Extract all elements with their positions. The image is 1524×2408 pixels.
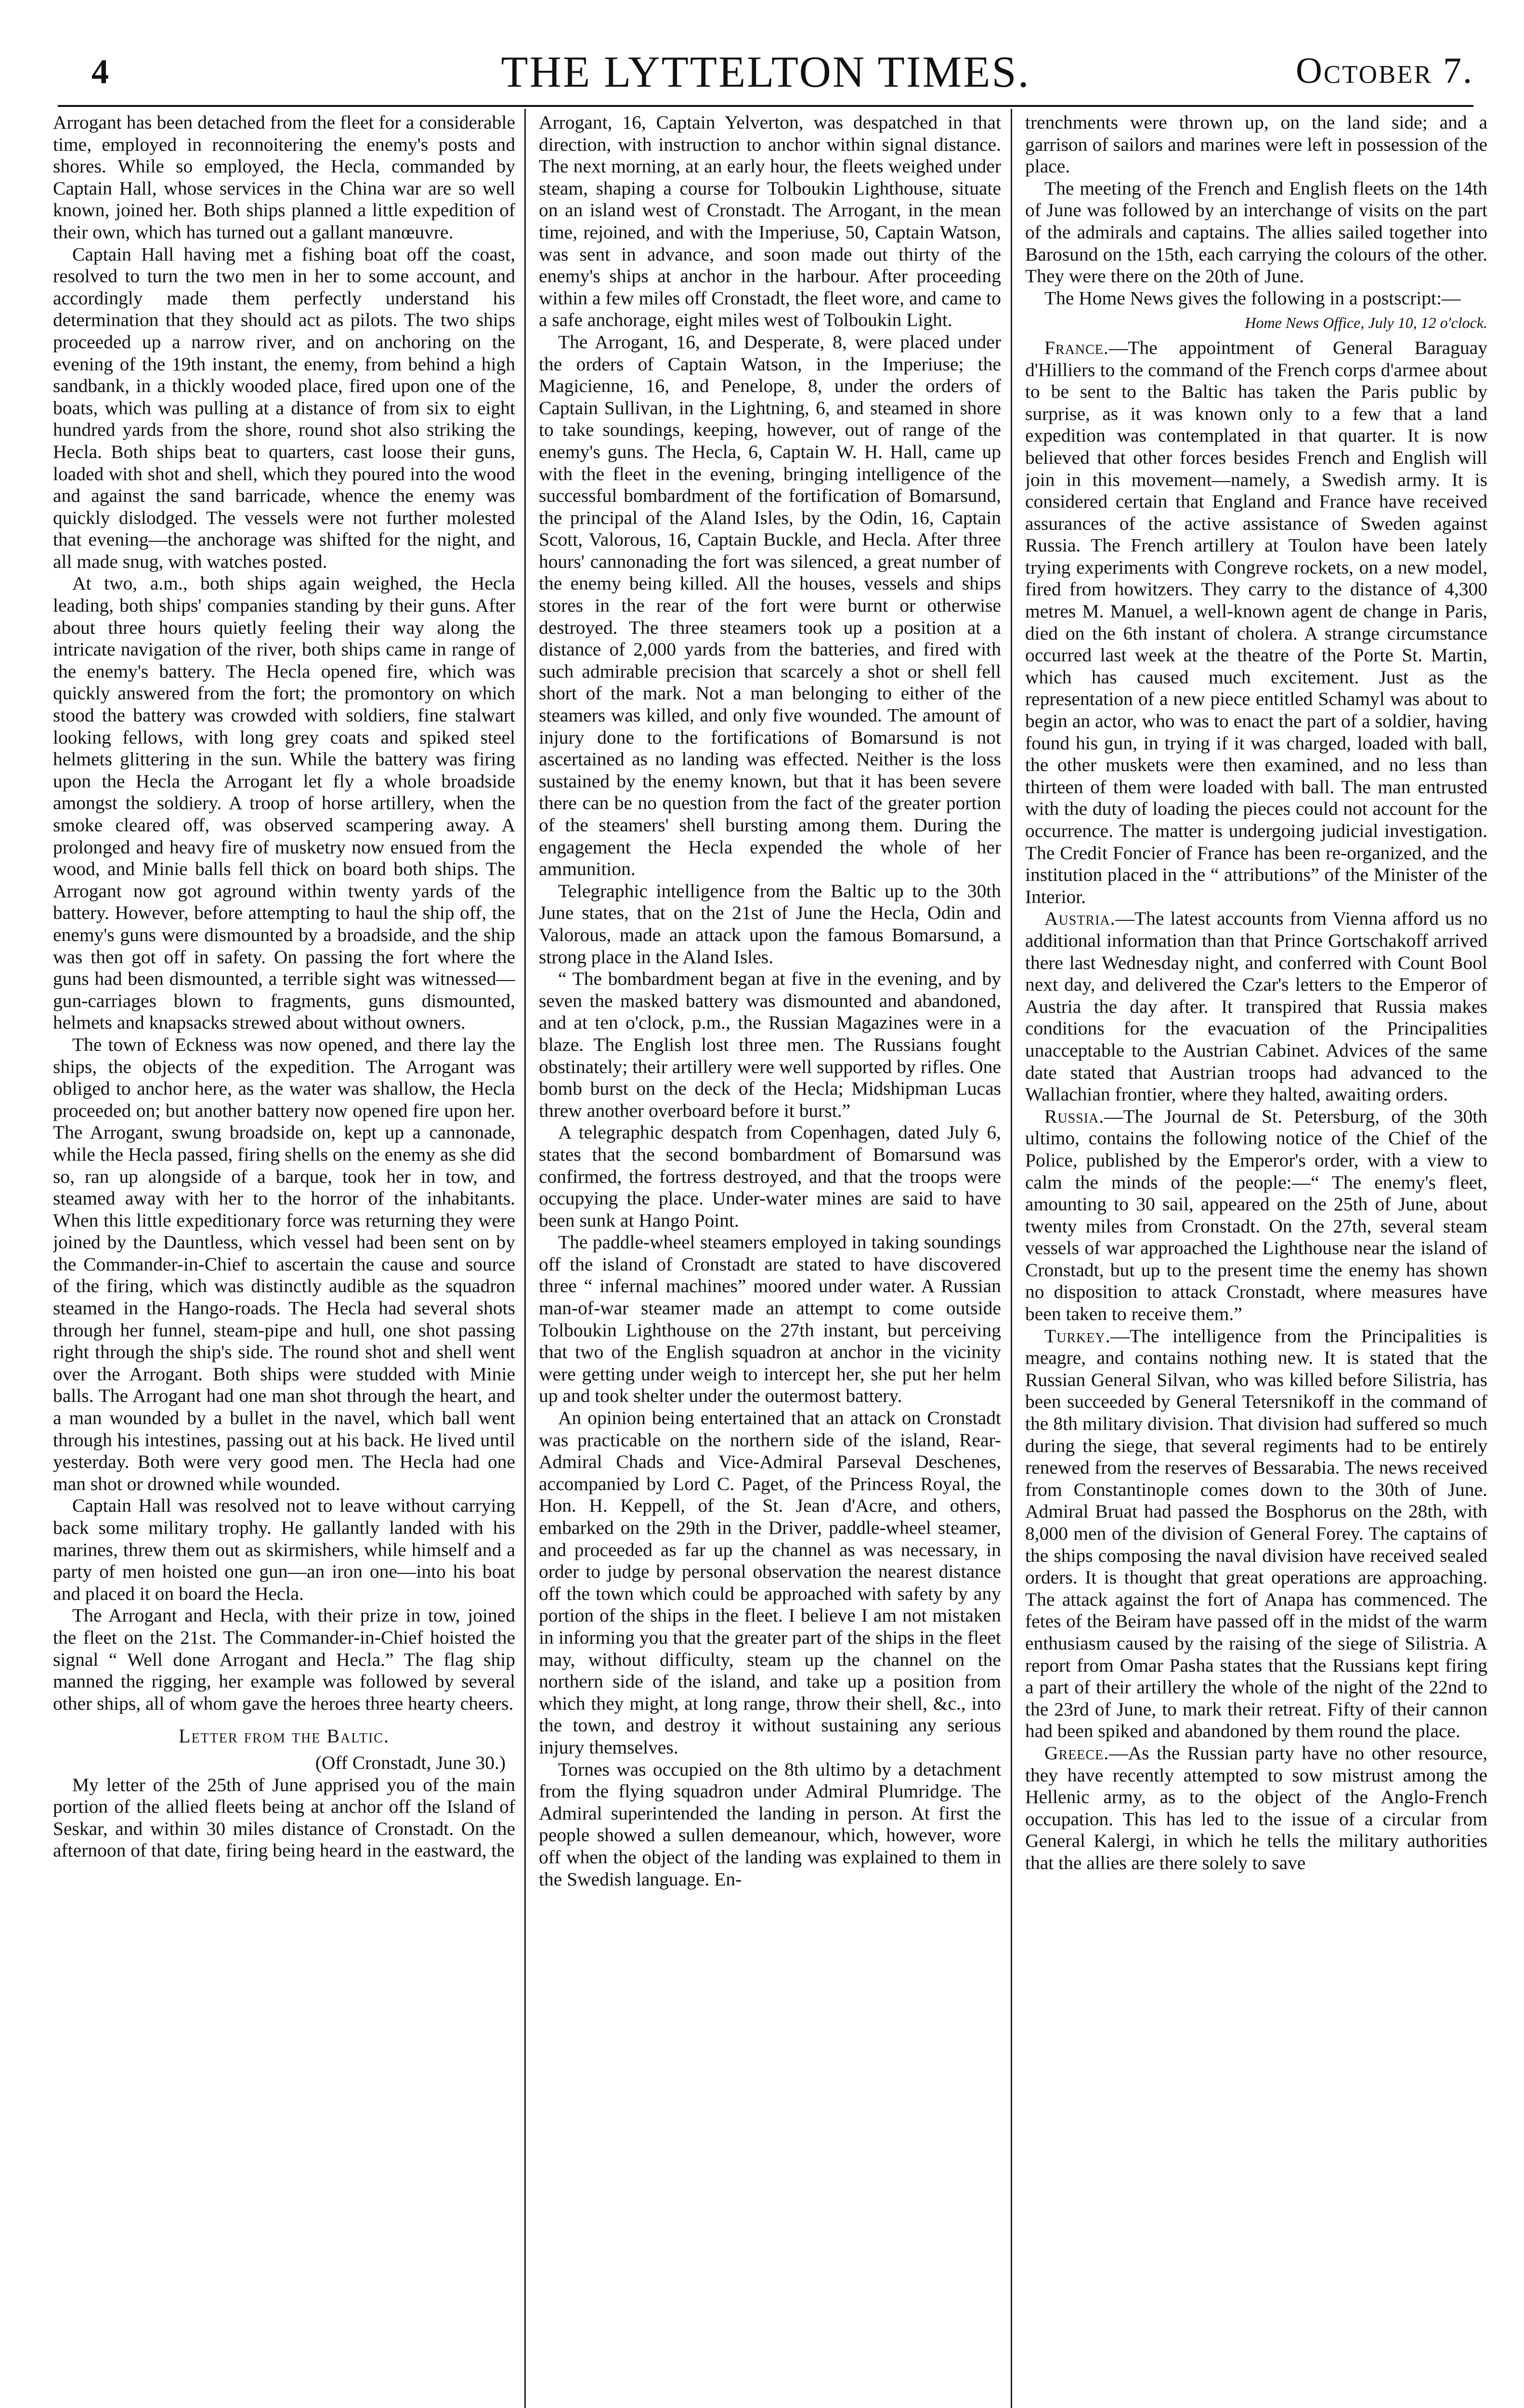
paragraph: Captain Hall having met a fishing boat off the coast, resolved to turn the two men in her to some account, and accordingly made them perfectly understand his determination that they should act as pilots. The two ships proceeded up a narrow river, and on anchoring on the evening of the 19th instant, the enemy, from behind a high sandbank, in a thickly wooded place, fired upon one of the boats, which was pulling at a distance of from six to eight hundred yards from the shore, round shot also striking the Hecla. Both ships beat to quarters, cast loose their guns, loaded with shot and shell, which they poured into the wood and against the sand barricade, whence the enemy was quickly dislodged. The vessels were not further molested that evening—the anchorage was shifted for the night, and all made snug, with watches posted. — [53, 243, 515, 572]
paragraph: The meeting of the French and English fleets on the 14th of June was followed by an interchange of visits on the part of the admirals and captains. The allies sailed together into Barosund on the 15th, each carrying the colours of the other. They were there on the 20th of June. — [1025, 177, 1487, 287]
paragraph: The town of Eckness was now opened, and there lay the ships, the objects of the expedition. The Arrogant was obliged to anchor here, as the water was shallow, the Hecla proceeded on; but another battery now opened fire upon her. The Arrogant, swung broadside on, kept up a cannonade, while the Hecla passed, firing shells on the enemy as she did so, ran up alongside of a barque, took her in tow, and steamed away with her to the horror of the inhabitants. When this little expeditionary force was returning they were joined by the Dauntless, which vessel had been sent on by the Commander-in-Chief to ascertain the cause and source of the firing, which was distinctly audible as the squadron steamed in the Hango-roads. The Hecla had several shots through her funnel, steam-pipe and hull, one shot passing right through the ship's side. The round shot and shell went over the Arrogant. Both ships were studded with Minie balls. The Arrogant had one man shot through the heart, and a man wounded by a bullet in the navel, which ball went through his intestines, passing out at his back. He lived until yesterday. Both were very good men. The Hecla had one man shot or drowned while wounded. — [53, 1034, 515, 1494]
news-item-greece — [1025, 1742, 1487, 1874]
paragraph: An opinion being entertained that an attack on Cronstadt was practicable on the northern side of the island, Rear-Admiral Chads and Vice-Admiral Parseval Deschenes, accompanied by Lord C. Paget, of the Princess Royal, the Hon. H. Keppell, of the St. Jean d'Acre, and others, embarked on the 29th in the Driver, paddle-wheel steamer, and proceeded as far up the channel as was necessary, in order to judge by personal observation the nearest distance off the town which could be approached with safety by any portion of the ships in the fleet. I believe I am not mistaken in informing you that the greater part of the ships in the fleet may, without difficulty, steam up the channel on the northern side of the island, and take up a position from which they might, at long range, throw their shell, &c., into the town, and destroy it without sustaining any serious injury themselves. — [539, 1407, 1001, 1758]
column-divider — [1011, 109, 1012, 2408]
office-dateline: Home News Office, July 10, 12 o'clock. — [1245, 314, 1487, 332]
news-item-france — [1025, 337, 1487, 908]
dateline: (Off Cronstadt, June 30.) — [315, 1752, 506, 1773]
column-2 — [539, 112, 1001, 2408]
paragraph: The Arrogant and Hecla, with their prize in tow, joined the fleet on the 21st. The Commander-in-Chief hoisted the signal “ Well done Arrogant and Hecla.” The flag ship manned the rigging, her example was followed by several other ships, all of whom gave the heroes three hearty cheers. — [53, 1605, 515, 1714]
paragraph: The Home News gives the following in a postscript:— — [1044, 287, 1461, 309]
news-text: —The intelligence from the Principalities is meagre, and contains nothing new. It is stated that the Russian General Silvan, who was killed before Silistria, has been succeeded by General Tetersnikoff in the command of the 8th military division. That division had suffered so much during the siege, that several regiments had to be entirely renewed from the reserves of Bessarabia. The news received from Constantinople comes down to the 30th of June. Admiral Bruat had passed the Bosphorus on the 28th, with 8,000 men of the division of General Forey. The captains of the ships composing the naval division have received sealed orders. It is thought that great operations are approaching. The attack against the fort of Anapa has commenced. The fetes of the Beiram have passed off in the midst of the warm enthusiasm caused by the raising of the siege of Silistria. A report from Omar Pasha states that the Russians kept firing a part of their artillery the whole of the night of the 22nd to the 23rd of June, to mark their retreat. Fifty of their cannon had been spiked and abandoned by them round the place. — [1025, 1325, 1487, 1742]
paragraph: A telegraphic despatch from Copenhagen, dated July 6, states that the second bombardment of Bomarsund was confirmed, the fortress destroyed, and that the troops were occupying the place. Under-water mines are said to have been sunk at Hango Point. — [539, 1122, 1001, 1231]
country-label: France. — [1044, 337, 1109, 358]
news-item-turkey — [1025, 1325, 1487, 1742]
paragraph: Captain Hall was resolved not to leave without carrying back some military trophy. He gallantly landed with his marines, threw them out as skirmishers, while himself and a party of men hoisted one gun—an iron one—into his boat and placed it on board the Hecla. — [53, 1495, 515, 1604]
column-divider — [524, 109, 526, 2408]
paragraph: Arrogant, 16, Captain Yelverton, was despatched in that direction, with instruction to anchor within signal distance. The next morning, at an early hour, the fleets weighed under steam, shaping a course for Tolboukin Lighthouse, situate on an island west of Cronstadt. The Arrogant, in the mean time, rejoined, and with the Imperiuse, 50, Captain Watson, was sent in advance, and soon made out thirty of the enemy's ships at anchor in the harbour. After proceeding within a few miles off Cronstadt, the fleet wore, and came to a safe anchorage, eight miles west of Tolboukin Light. — [539, 112, 1001, 331]
news-text: —As the Russian party have no other resource, they have recently attempted to sow mistrust among the Hellenic army, as to the object of the Anglo-French occupation. This has led to the issue of a circular from General Kalergi, in which he tells the military authorities that the allies are there solely to save — [1025, 1742, 1487, 1873]
news-item-russia — [1025, 1106, 1487, 1325]
paragraph: Tornes was occupied on the 8th ultimo by a detachment from the flying squadron under Admiral Plumridge. The Admiral superintended the landing in person. At first the people showed a sullen demeanour, which, however, wore off when the object of the landing was explained to them in the Swedish language. En- — [539, 1758, 1001, 1890]
masthead — [58, 46, 1473, 109]
paragraph: At two, a.m., both ships again weighed, the Hecla leading, both ships' companies standing by their guns. After about three hours quietly feeling their way along the intricate navigation of the river, both ships came in range of the enemy's battery. The Hecla opened fire, which was quickly answered from the fort; the promontory on which stood the battery was crowded with soldiers, fine stalwart looking fellows, with long grey coats and spiked steel helmets glittering in the sun. While the battery was firing upon the Hecla the Arrogant let fly a whole broadside amongst the soldiery. A troop of horse artillery, when the smoke cleared off, was observed scampering away. A prolonged and heavy fire of musketry now ensued from the wood, and Minie balls fell thick on board both ships. The Arrogant now got aground within twenty yards of the battery. However, before attempting to haul the ship off, the enemy's guns were dismounted by a broadside, and the ship was then got off in safety. On passing the fort where the guns had been dismounted, a terrible sight was witnessed—gun-carriages blown to fragments, guns dismounted, helmets and knapsacks strewed about without owners. — [53, 573, 515, 1034]
paragraph: Telegraphic intelligence from the Baltic up to the 30th June states, that on the 21st of June the Hecla, Odin and Valorous, made an attack upon the famous Bomarsund, a strong place in the Aland Isles. — [539, 880, 1001, 968]
news-text: —The Journal de St. Petersburg, of the 30th ultimo, contains the following notice of the Chief of the Police, published by the Emperor's order, with a view to calm the minds of the people:—“ The enemy's fleet, amounting to 30 sail, appeared on the 25th of June, about twenty miles from Cronstadt. On the 27th, several steam vessels of war approached the Lighthouse near the island of Cronstadt, but up to the present time the enemy has shown no disposition to attack Cronstadt, where measures have been taken to receive them.” — [1025, 1105, 1487, 1325]
masthead-rule — [58, 105, 1473, 107]
country-label: Turkey. — [1044, 1325, 1111, 1347]
column-1 — [53, 112, 515, 2408]
news-item-austria — [1025, 908, 1487, 1105]
newspaper-title: THE LYTTELTON TIMES. — [501, 47, 1030, 96]
news-text: —The latest accounts from Vienna afford us no additional information than that Prince Gortschakoff arrived there last Wednesday night, and conferred with Count Bool next day, and delivered the Czar's letters to the Emperor of Austria the day after. It transpired that Russia makes conditions for the evacuation of the Principalities unacceptable to the Austrian Cabinet. Advices of the same date stated that Austrian troops had advanced to the Wallachian frontier, where they halted, awaiting orders. — [1025, 908, 1487, 1105]
paragraph: The Arrogant, 16, and Desperate, 8, were placed under the orders of Captain Watson, in the Imperiuse; the Magicienne, 16, and Penelope, 8, under the orders of Captain Sullivan, in the Lightning, 6, and steamed in shore to take soundings, keeping, however, out of range of the enemy's guns. The Hecla, 6, Captain W. H. Hall, came up with the fleet in the evening, bringing intelligence of the successful bombardment of the fortification of Bomarsund, the principal of the Aland Isles, by the Odin, 16, Captain Scott, Valorous, 16, Captain Buckle, and Hecla. After three hours' cannonading the fort was silenced, a great number of the enemy being killed. All the houses, vessels and ships stores in the rear of the fort were burnt or otherwise destroyed. The three steamers took up a position at a distance of 2,000 yards from the batteries, and fired with such admirable precision that scarcely a shot or shell fell short of the mark. Not a man belonging to either of the steamers was killed, and only five wounded. The amount of injury done to the fortifications of Bomarsund is not ascertained as no landing was effected. Neither is the loss sustained by the enemy known, but that it has been severe there can be no question from the fact of the greater portion of the steamers' shell bursting among them. During the engagement the Hecla expended the whole of her ammunition. — [539, 331, 1001, 880]
paragraph: My letter of the 25th of June apprised you of the main portion of the allied fleets being at anchor off the Island of Seskar, and within 30 miles distance of Cronstadt. On the afternoon of that date, firing being heard in the eastward, the — [53, 1774, 515, 1861]
section-heading: Letter from the Baltic. — [179, 1725, 390, 1747]
country-label: Austria. — [1044, 908, 1116, 929]
country-label: Greece. — [1044, 1742, 1109, 1764]
page-number: 4 — [91, 52, 109, 91]
column-3 — [1025, 112, 1487, 2408]
paragraph: Arrogant has been detached from the fleet for a considerable time, employed in reconnoitering the enemy's posts and shores. While so employed, the Hecla, commanded by Captain Hall, whose services in the China war are so well known, joined her. Both ships planned a little expedition of their own, which has turned out a gallant manœuvre. — [53, 112, 515, 243]
paragraph: The paddle-wheel steamers employed in taking soundings off the island of Cronstadt are stated to have discovered three “ infernal machines” moored under water. A Russian man-of-war steamer made an attempt to come outside Tolboukin Lighthouse on the 27th instant, but perceiving that two of the English squadron at anchor in the vicinity were getting under weigh to intercept her, she put her helm up and took shelter under the outermost battery. — [539, 1231, 1001, 1407]
paragraph: “ The bombardment began at five in the evening, and by seven the masked battery was dismounted and abandoned, and at ten o'clock, p.m., the Russian Magazines were in a blaze. The English lost three men. The Russians fought obstinately; their artillery were well supported by rifles. One bomb burst on the deck of the Hecla; Midshipman Lucas threw another overboard before it burst.” — [539, 968, 1001, 1121]
paragraph: trenchments were thrown up, on the land side; and a garrison of sailors and marines were left in possession of the place. — [1025, 112, 1487, 177]
news-text: —The appointment of General Baraguay d'Hilliers to the command of the French corps d'armee about to be sent to the Baltic has taken the Paris public by surprise, as it was known only to a few that a land expedition was contemplated in that quarter. It is now believed that other forces besides French and English will join in this movement—namely, a Swedish army. It is considered certain that England and France have received assurances of the active assistance of Sweden against Russia. The French artillery at Toulon have been lately trying experiments with Congreve rockets, on a new model, fired from howitzers. They carry to the distance of 4,300 metres M. Manuel, a well-known agent de change in Paris, died on the 6th instant of cholera. A strange circumstance occurred last week at the theatre of the Porte St. Martin, which has caused much excitement. Just as the representation of a new piece entitled Schamyl was about to begin an actor, who was to enact the part of a soldier, having found his gun, in trying if it was charged, loaded with ball, the other muskets were then examined, and no less than thirteen of them were loaded with ball. The man entrusted with the duty of loading the pieces could not account for the occurrence. The matter is undergoing judicial investigation. The Credit Foncier of France has been re-organized, and the institution placed in the “ attributions” of the Minister of the Interior. — [1025, 337, 1487, 907]
issue-date: October 7. — [1295, 51, 1473, 91]
country-label: Russia. — [1044, 1105, 1105, 1127]
